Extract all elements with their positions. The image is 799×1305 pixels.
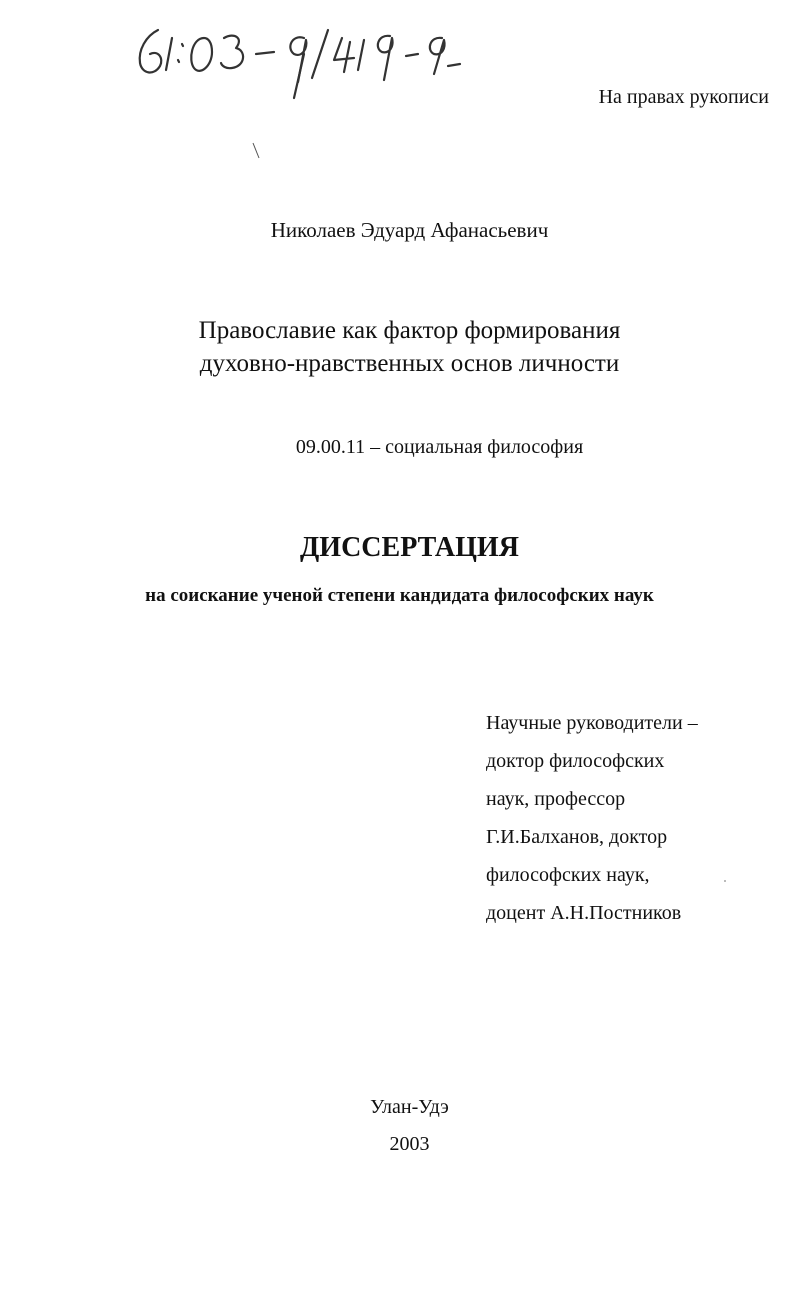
- rights-notice: На правах рукописи: [598, 86, 769, 108]
- supervisors-line: Научные руководители –: [486, 712, 698, 734]
- supervisors-block: [486, 704, 698, 932]
- title-line: Православие как фактор формирования: [198, 317, 621, 344]
- supervisors-line: Г.И.Балханов, доктор: [486, 826, 668, 848]
- dissertation-title: [0, 314, 799, 380]
- title-line: духовно-нравственных основ личности: [199, 350, 620, 377]
- supervisors-line: наук, профессор: [486, 788, 626, 810]
- handwritten-archive-number: [128, 8, 548, 108]
- supervisors-line: доцент А.Н.Постников: [486, 902, 682, 924]
- supervisors-line: доктор философских: [486, 750, 665, 772]
- supervisors-line: философских наук,: [486, 864, 650, 886]
- document-type-heading: ДИССЕРТАЦИЯ: [300, 532, 519, 563]
- author-name: Николаев Эдуард Афанасьевич: [270, 218, 549, 242]
- handwritten-number-drawing: [128, 8, 548, 108]
- city: Улан-Удэ: [370, 1096, 449, 1118]
- scan-speck: [724, 880, 726, 882]
- year: 2003: [389, 1133, 430, 1155]
- specialty-code: 09.00.11 – социальная философия: [295, 436, 584, 458]
- degree-statement: на соискание ученой степени кандидата философских наук: [145, 585, 654, 606]
- stray-pen-mark: [250, 140, 264, 164]
